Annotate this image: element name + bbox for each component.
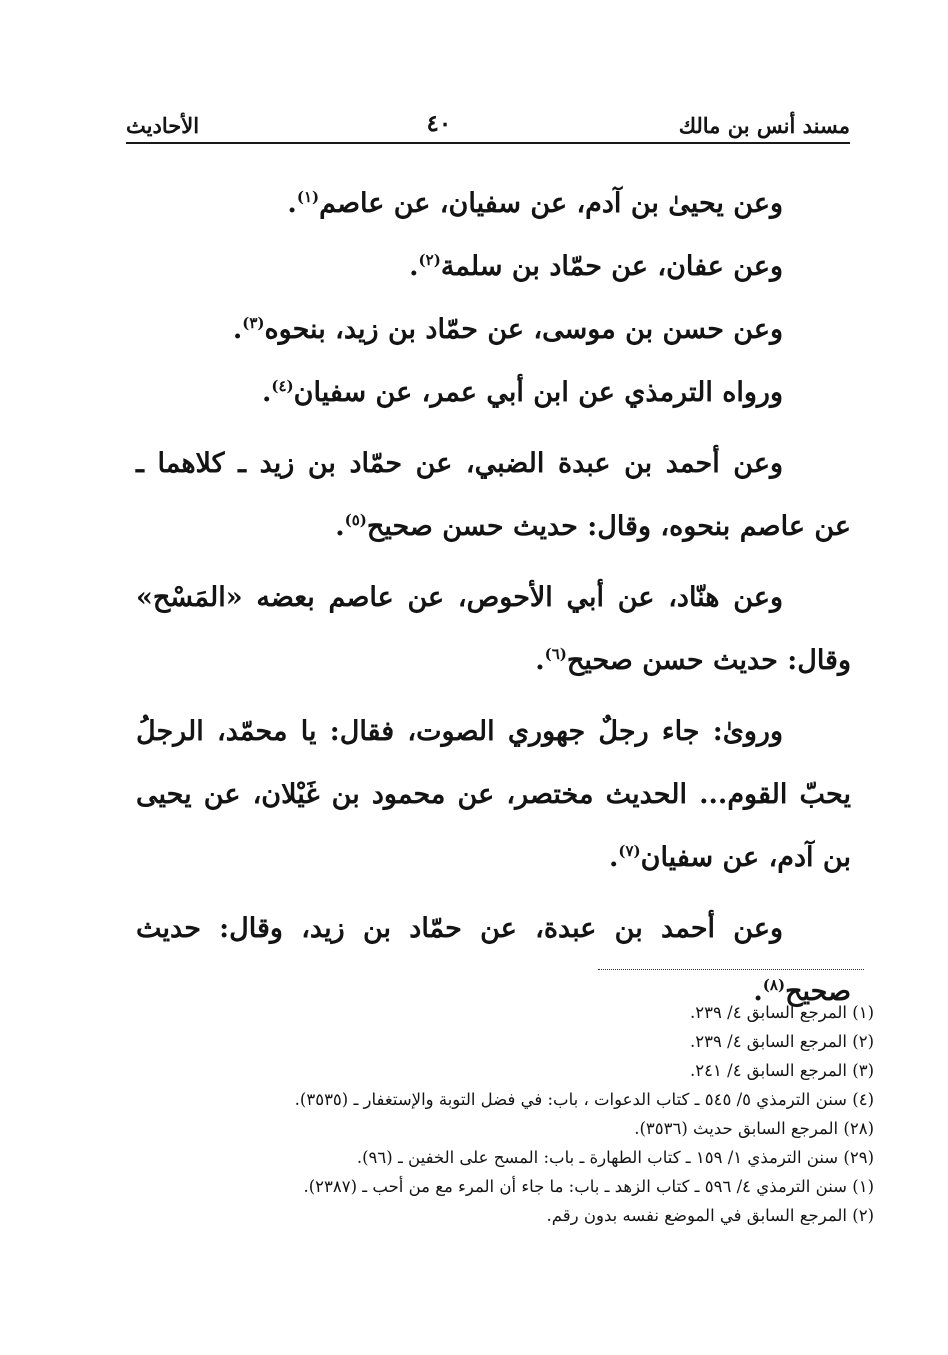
footnote-marker: (١) bbox=[296, 188, 320, 206]
footnote-separator bbox=[598, 969, 864, 970]
footnotes bbox=[130, 998, 874, 1230]
hadith-paragraph: وعن هنّاد، عن أبي الأحوص، عن عاصم بعضه «المَسْح» وقال: حديث حسن صحيح$^{(٦)}$. bbox=[136, 582, 851, 676]
running-header bbox=[126, 98, 850, 144]
section-title: الأحاديث bbox=[126, 112, 200, 138]
footnote-marker: (٦) bbox=[544, 645, 567, 663]
footnote-marker: (٨) bbox=[762, 976, 786, 994]
footnote-item: (٢) المرجع السابق في الموضع نفسه بدون رقم. bbox=[546, 1206, 874, 1225]
page-number: ٤٠ bbox=[426, 110, 452, 138]
hadith-paragraph: ورواه الترمذي عن ابن أبي عمر، عن سفيان$^{(٤)}$. bbox=[261, 377, 783, 408]
footnote-item: (١) سنن الترمذي ٤/ ٥٩٦ ـ كتاب الزهد ـ باب: ما جاء أن المرء مع من أحب ـ (٢٣٨٧). bbox=[303, 1177, 874, 1196]
footnote-item: (٢٩) سنن الترمذي ١/ ١٥٩ ـ كتاب الطهارة ـ باب: المسح على الخفين ـ (٩٦). bbox=[356, 1148, 874, 1167]
main-text bbox=[136, 172, 851, 1023]
footnote-item: (٣) المرجع السابق ٤/ ٢٤١. bbox=[690, 1061, 874, 1080]
footnote-item: (٢) المرجع السابق ٤/ ٢٣٩. bbox=[690, 1032, 874, 1051]
footnote-marker: (٣) bbox=[242, 314, 265, 332]
footnote-item: (١) المرجع السابق ٤/ ٢٣٩. bbox=[690, 1003, 874, 1022]
hadith-paragraph: وعن يحيىٰ بن آدم، عن سفيان، عن عاصم$^{(١)}$. bbox=[287, 188, 783, 219]
hadith-paragraph: وعن أحمد بن عبدة، عن حمّاد بن زيد، وقال: حديث صحيح$^{(٨)}$. bbox=[136, 913, 851, 1007]
hadith-paragraph: وعن حسن بن موسى، عن حمّاد بن زيد، بنحوه$^{(٣)}$. bbox=[232, 314, 783, 345]
hadith-paragraph: وعن أحمد بن عبدة الضبي، عن حمّاد بن زيد ـ كلاهما ـ عن عاصم بنحوه، وقال: حديث حسن صحيح$^{(٥)}$. bbox=[136, 448, 851, 542]
footnote-item: (٤) سنن الترمذي ٥/ ٥٤٥ ـ كتاب الدعوات ، باب: في فضل التوبة والإستغفار ـ (٣٥٣٥). bbox=[294, 1090, 874, 1109]
hadith-paragraph: وروىٰ: جاء رجلٌ جهوري الصوت، فقال: يا محمّد، الرجلُ يحبّ القوم... الحديث مختصر، عن محمود بن غَيْلان، عن يحيى بن آدم، عن سفيان$^{(٧)}$. bbox=[136, 716, 851, 873]
footnote-item: (٢٨) المرجع السابق حديث (٣٥٣٦). bbox=[634, 1119, 874, 1138]
hadith-paragraph: وعن عفان، عن حمّاد بن سلمة$^{(٢)}$. bbox=[409, 251, 783, 282]
footnote-marker: (٧) bbox=[618, 842, 641, 860]
book-title: مسند أنس بن مالك bbox=[678, 112, 850, 138]
footnote-marker: (٤) bbox=[271, 377, 294, 395]
footnote-marker: (٢) bbox=[418, 251, 441, 269]
footnote-marker: (٥) bbox=[344, 511, 367, 529]
